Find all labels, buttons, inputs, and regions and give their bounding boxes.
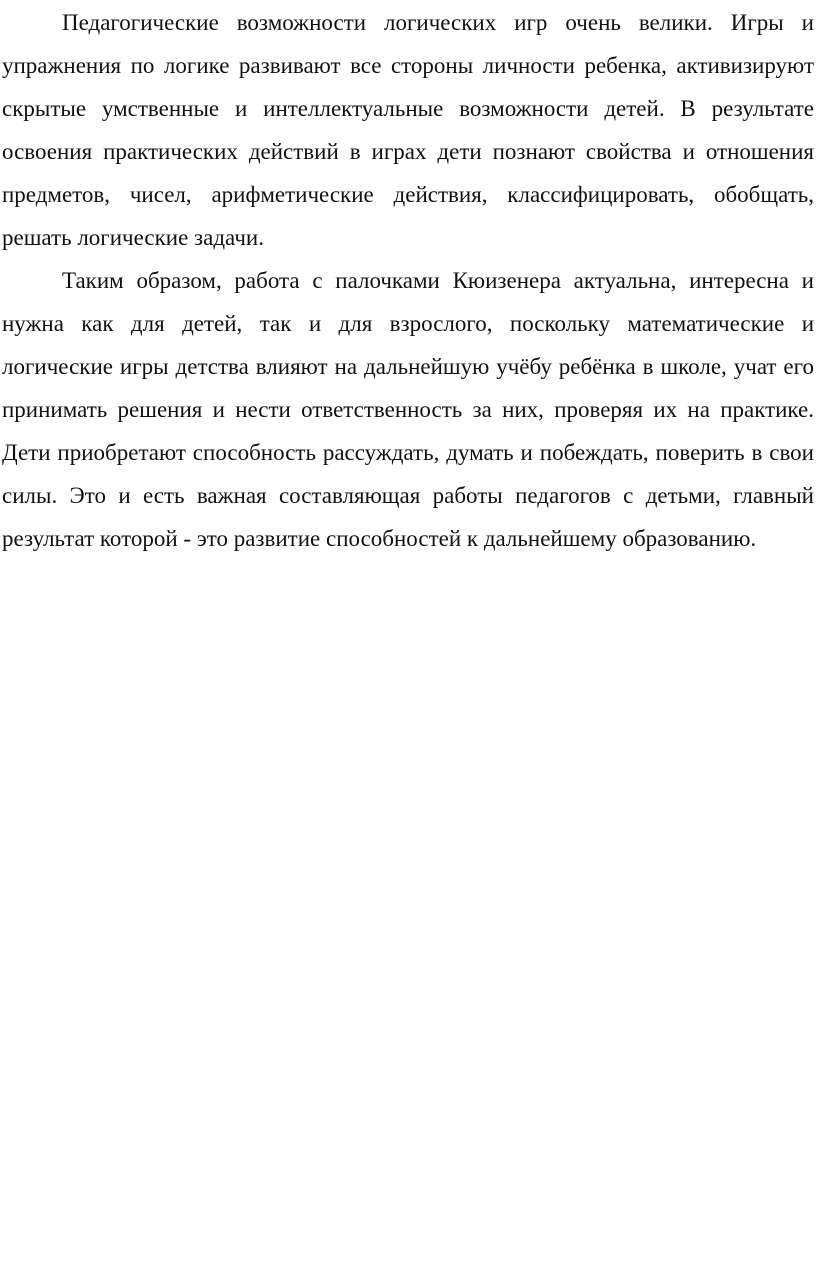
paragraph-1: Педагогические возможности логических игр очень велики. Игры и упражнения по логике развивают все стороны личности ребенка, активизируют скрытые умственные и интеллектуальные возможности детей. В результате освоения практических действий в играх дети познают свойства и отношения предметов, чисел, арифметические действия, классифицировать, обобщать, решать логические задачи. [2, 10, 814, 250]
document-body [2, 1, 814, 560]
paragraph-2: Таким образом, работа с палочками Кюизенера актуальна, интересна и нужна как для детей, так и для взрослого, поскольку математические и логические игры детства влияют на дальнейшую учёбу ребёнка в школе, учат его принимать решения и нести ответственность за них, проверяя их на практике. Дети приобретают способность рассуждать, думать и побеждать, поверить в свои силы. Это и есть важная составляющая работы педагогов с детьми, главный результат которой - это развитие способностей к дальнейшему образованию. [2, 268, 814, 551]
